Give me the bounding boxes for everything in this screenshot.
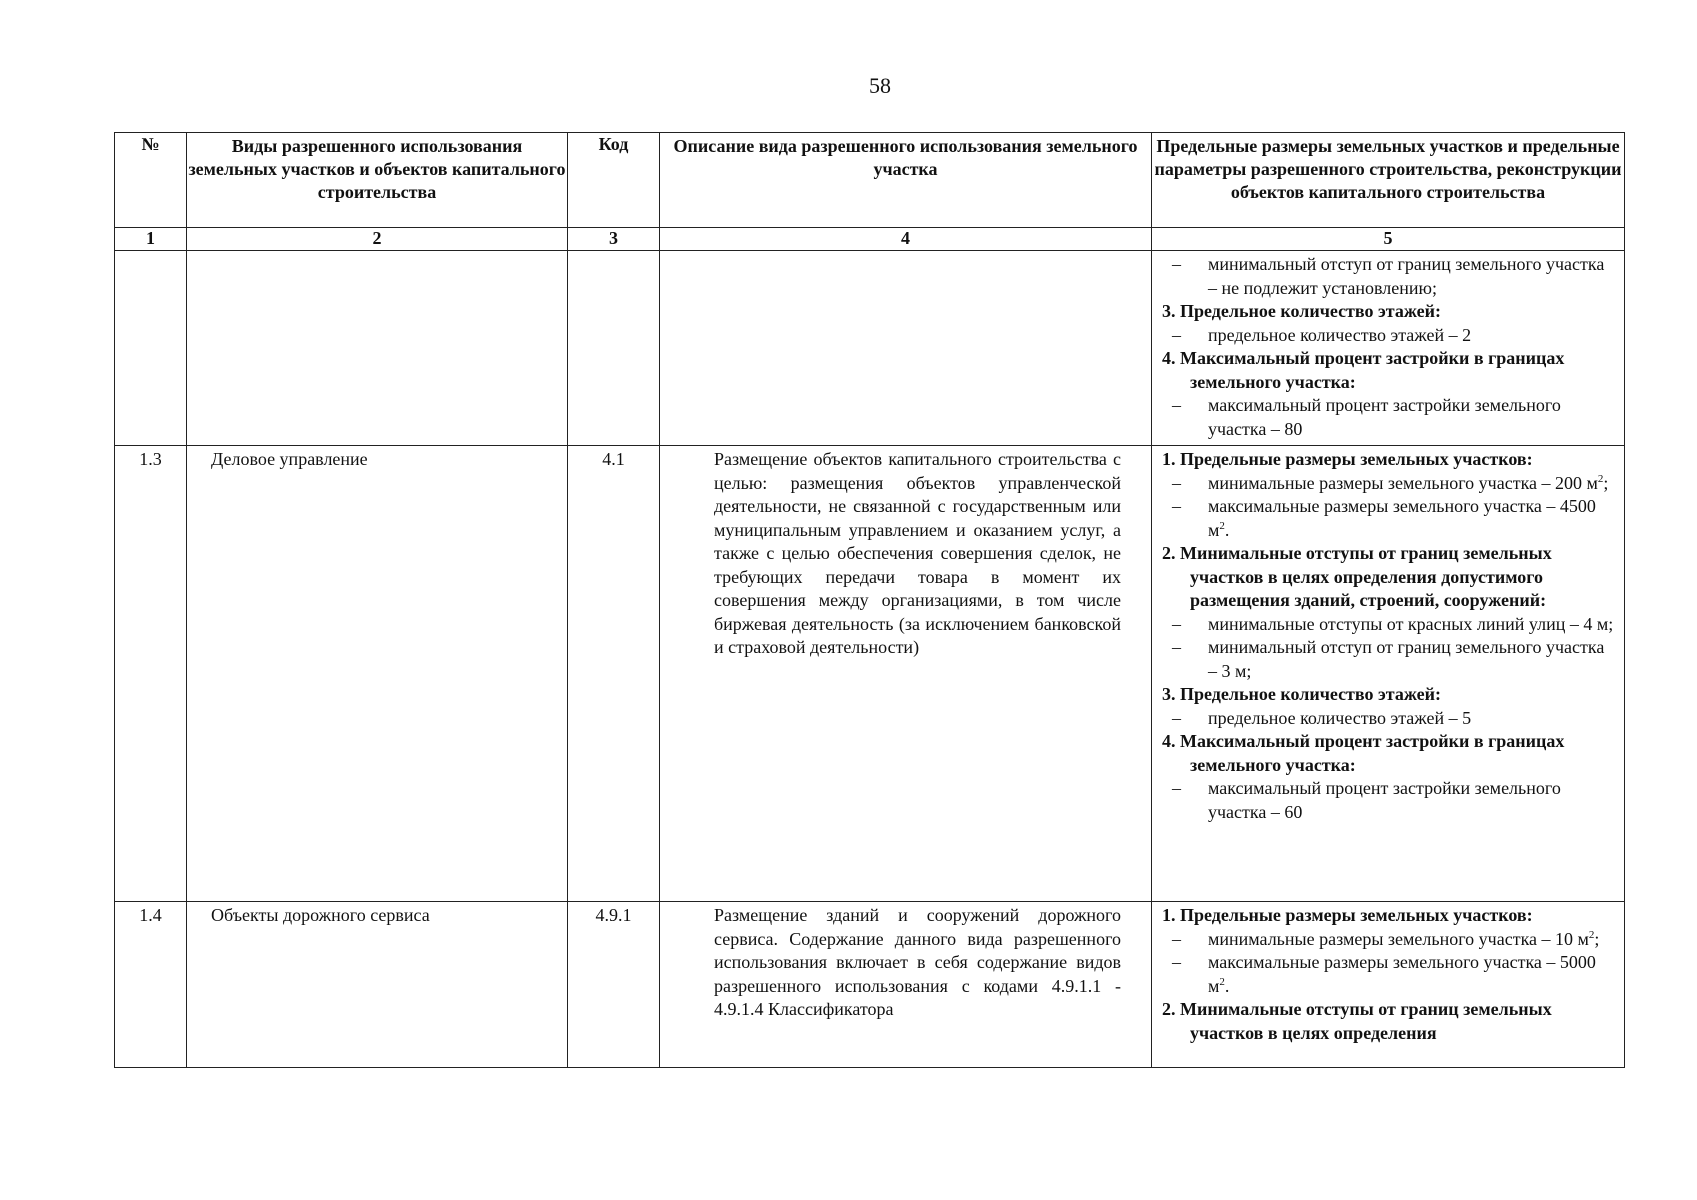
- dash-bullet: –: [1172, 707, 1181, 728]
- column-number: 1: [115, 228, 187, 251]
- dash-bullet: –: [1172, 472, 1181, 493]
- use-description: [660, 251, 1152, 446]
- parameter-text: минимальные размеры земельного участка – 10 м: [1208, 928, 1589, 949]
- use-parameters: [1152, 902, 1625, 1068]
- parameter-text: максимальные размеры земельного участка – 4500 м: [1208, 496, 1596, 540]
- dash-bullet: –: [1172, 637, 1181, 657]
- superscript: 2: [1597, 472, 1604, 485]
- parameter-item: [1162, 495, 1616, 542]
- use-kind: Объекты дорожного сервиса: [187, 902, 568, 1068]
- parameter-item: [1162, 636, 1616, 683]
- use-code: [568, 251, 660, 446]
- dash-bullet: –: [1172, 928, 1181, 949]
- use-parameters: [1152, 251, 1625, 446]
- parameter-text-tail: .: [1224, 975, 1230, 996]
- parameter-text-tail: ;: [1594, 928, 1600, 949]
- row-number: 1.4: [115, 902, 187, 1068]
- header-num: №: [115, 133, 187, 228]
- column-number-row: [115, 228, 1625, 251]
- dash-bullet: –: [1172, 395, 1181, 415]
- parameter-section-title: 3. Предельное количество этажей:: [1162, 301, 1441, 321]
- parameter-text-tail: ;: [1603, 472, 1609, 493]
- column-number: 4: [660, 228, 1152, 251]
- parameter-section-title: 4. Максимальный процент застройки в границах земельного участка:: [1162, 348, 1565, 392]
- use-description: Размещение объектов капитального строительства с целью: размещения объектов управленческой деятельности, не связанной с государственным или муниципальным управлением и оказанием услуг, а также с целью обеспечения совершения сделок, не требующих передачи товара в момент их совершения между организациями, в том числе биржевая деятельность (за исключением банковской и страховой деятельности): [660, 446, 1152, 902]
- parameter-item: [1162, 253, 1616, 300]
- parameter-item: [1162, 777, 1616, 824]
- superscript: 2: [1219, 975, 1225, 988]
- parameter-section-title: 4. Максимальный процент застройки в границах земельного участка:: [1162, 731, 1565, 775]
- parameter-text: максимальные размеры земельного участка – 5000 м: [1208, 952, 1596, 996]
- parameter-text: минимальные отступы от красных линий улиц – 4 м;: [1208, 613, 1614, 634]
- parameter-item: [1162, 472, 1616, 496]
- use-code: 4.9.1: [568, 902, 660, 1068]
- parameter-text: минимальный отступ от границ земельного участка – 3 м;: [1208, 637, 1605, 681]
- parameter-text: минимальный отступ от границ земельного участка – не подлежит установлению;: [1208, 254, 1605, 298]
- dash-bullet: –: [1172, 254, 1181, 274]
- header-params: Предельные размеры земельных участков и предельные параметры разрешенного строительства, реконструкции объектов капитального строительства: [1152, 133, 1625, 228]
- parameter-text: минимальные размеры земельного участка – 200 м: [1208, 472, 1598, 493]
- dash-bullet: –: [1172, 496, 1181, 516]
- header-code: Код: [568, 133, 660, 228]
- parameter-item: [1162, 928, 1616, 952]
- parameter-text: предельное количество этажей – 5: [1208, 707, 1472, 728]
- land-use-table: [114, 132, 1625, 1068]
- header-kind: Виды разрешенного использования земельных участков и объектов капитального строительства: [187, 133, 568, 228]
- use-kind: Деловое управление: [187, 446, 568, 902]
- parameter-section-title: 2. Минимальные отступы от границ земельных участков в целях определения допустимого размещения зданий, строений, сооружений:: [1162, 543, 1552, 610]
- row-number: [115, 251, 187, 446]
- dash-bullet: –: [1172, 324, 1181, 345]
- use-code: 4.1: [568, 446, 660, 902]
- parameter-item: [1162, 394, 1616, 441]
- parameter-text-tail: .: [1224, 519, 1230, 540]
- parameter-text: максимальный процент застройки земельного участка – 80: [1208, 395, 1561, 439]
- parameter-item: [1162, 613, 1616, 637]
- page-number: 58: [869, 73, 891, 98]
- header-row: [115, 133, 1625, 228]
- table-row: [115, 251, 1625, 446]
- dash-bullet: –: [1172, 613, 1181, 634]
- parameter-section-title: 1. Предельные размеры земельных участков:: [1162, 449, 1533, 469]
- row-number: 1.3: [115, 446, 187, 902]
- parameter-item: [1162, 951, 1616, 998]
- parameter-section-title: 2. Минимальные отступы от границ земельных участков в целях определения: [1162, 999, 1552, 1043]
- parameter-section-title: 3. Предельное количество этажей:: [1162, 684, 1441, 704]
- column-number: 5: [1152, 228, 1625, 251]
- dash-bullet: –: [1172, 778, 1181, 798]
- column-number: 3: [568, 228, 660, 251]
- use-parameters: [1152, 446, 1625, 902]
- dash-bullet: –: [1172, 952, 1181, 972]
- use-description: Размещение зданий и сооружений дорожного сервиса. Содержание данного вида разрешенного использования включает в себя содержание видов разрешенного использования с кодами 4.9.1.1 - 4.9.1.4 Классификатора: [660, 902, 1152, 1068]
- parameter-item: [1162, 707, 1616, 731]
- parameter-text: предельное количество этажей – 2: [1208, 324, 1472, 345]
- parameter-text: максимальный процент застройки земельного участка – 60: [1208, 778, 1561, 822]
- column-number: 2: [187, 228, 568, 251]
- table-row: [115, 902, 1625, 1068]
- table-row: [115, 446, 1625, 902]
- use-kind: [187, 251, 568, 446]
- header-description: Описание вида разрешенного использования земельного участка: [660, 133, 1152, 228]
- superscript: 2: [1588, 928, 1595, 941]
- superscript: 2: [1219, 519, 1225, 532]
- parameter-item: [1162, 324, 1616, 348]
- parameter-section-title: 1. Предельные размеры земельных участков:: [1162, 905, 1533, 925]
